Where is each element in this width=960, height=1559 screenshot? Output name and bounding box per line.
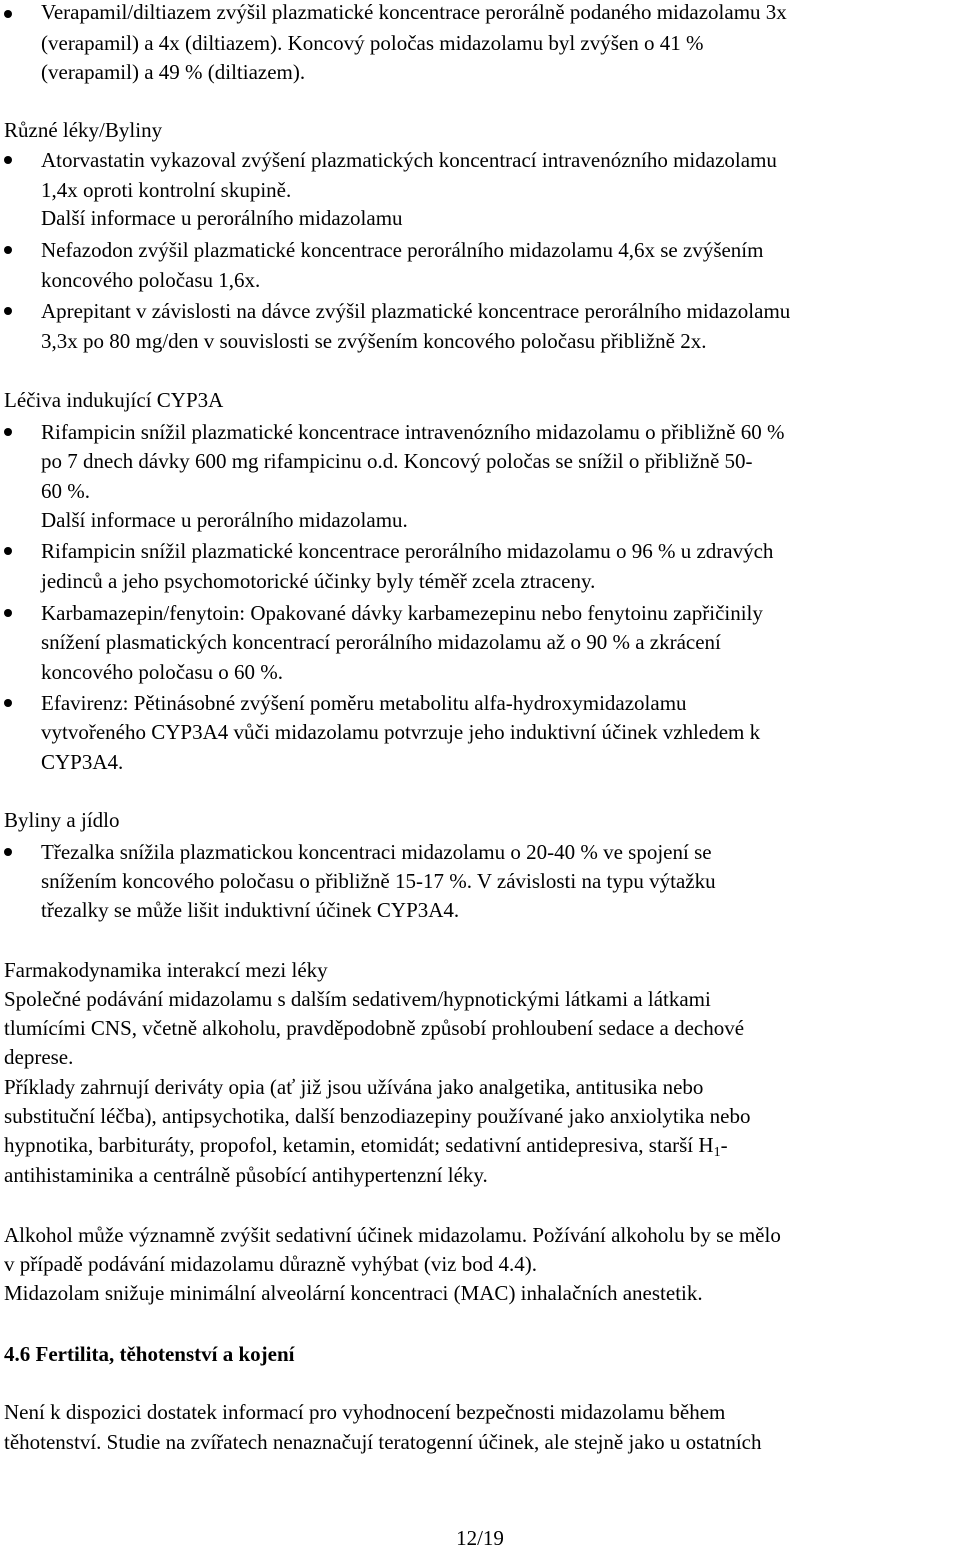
text-segment: hypnotika, barbituráty, propofol, ketamin, etomidát; sedativní antidepresiva, starší H xyxy=(4,1133,714,1157)
text-line: CYP3A4. xyxy=(41,750,124,774)
bullet-icon xyxy=(4,246,12,254)
text-line: tlumícími CNS, včetně alkoholu, pravděpodobně způsobí prohloubení sedace a dechové xyxy=(4,1016,745,1040)
text-line: v případě podávání midazolamu důrazně vyhýbat (viz bod 4.4). xyxy=(4,1252,537,1276)
section-heading: Léčiva indukující CYP3A xyxy=(4,388,224,412)
text-line: jedinců a jeho psychomotorické účinky byly téměř zcela ztraceny. xyxy=(41,569,596,593)
text-line: Společné podávání midazolamu s dalším sedativem/hypnotickými látkami a látkami xyxy=(4,987,711,1011)
text-line: Nefazodon zvýšil plazmatické koncentrace perorálního midazolamu 4,6x se zvýšením xyxy=(41,238,764,262)
text-line: antihistaminika a centrálně působící antihypertenzní léky. xyxy=(4,1163,488,1187)
text-line: vytvořeného CYP3A4 vůči midazolamu potvrzuje jeho induktivní účinek vzhledem k xyxy=(41,720,761,744)
text-line: Efavirenz: Pětinásobné zvýšení poměru metabolitu alfa-hydroxymidazolamu xyxy=(41,691,687,715)
page-number: 12/19 xyxy=(456,1526,504,1550)
bullet-icon xyxy=(4,10,12,18)
text-line: (verapamil) a 49 % (diltiazem). xyxy=(41,60,306,84)
text-line: Příklady zahrnují deriváty opia (ať již jsou užívána jako analgetika, antitusika nebo xyxy=(4,1075,704,1099)
text-line: snížením koncového poločasu o přibližně 15-17 %. V závislosti na typu výtažku xyxy=(41,869,716,893)
text-line: Karbamazepin/fenytoin: Opakované dávky karbamezepinu nebo fenytoinu zapřičinily xyxy=(41,601,763,625)
text-line: Midazolam snižuje minimální alveolární koncentraci (MAC) inhalačních anestetik. xyxy=(4,1281,703,1305)
bullet-icon xyxy=(4,848,12,856)
text-line: 3,3x po 80 mg/den v souvislosti se zvýšením koncového poločasu přibližně 2x. xyxy=(41,329,707,353)
text-line xyxy=(4,1131,728,1159)
subscript: 1 xyxy=(713,1145,721,1160)
text-line: koncového poločasu 1,6x. xyxy=(41,268,261,292)
text-line: substituční léčba), antipsychotika, další benzodiazepiny používané jako anxiolytika nebo xyxy=(4,1104,751,1128)
text-line: Třezalka snížila plazmatickou koncentraci midazolamu o 20-40 % ve spojení se xyxy=(41,840,712,864)
text-line: deprese. xyxy=(4,1045,74,1069)
section-heading: Různé léky/Byliny xyxy=(4,118,163,142)
text-line: Rifampicin snížil plazmatické koncentrace perorálního midazolamu o 96 % u zdravých xyxy=(41,539,774,563)
bullet-icon xyxy=(4,699,12,707)
text-segment: - xyxy=(720,1133,728,1157)
text-line: 60 %. xyxy=(41,479,90,503)
section-heading: Byliny a jídlo xyxy=(4,808,120,832)
text-line: Atorvastatin vykazoval zvýšení plazmatických koncentrací intravenózního midazolamu xyxy=(41,148,777,172)
text-line: Verapamil/diltiazem zvýšil plazmatické koncentrace perorálně podaného midazolamu 3x xyxy=(41,0,787,24)
text-line: Další informace u perorálního midazolamu xyxy=(41,206,403,230)
text-line: Rifampicin snížil plazmatické koncentrace intravenózního midazolamu o přibližně 60 % xyxy=(41,420,785,444)
section-heading-4-6: 4.6 Fertilita, těhotenství a kojení xyxy=(4,1342,295,1366)
text-line: snížení plasmatických koncentrací perorálního midazolamu až o 90 % a zkrácení xyxy=(41,630,721,654)
bullet-icon xyxy=(4,547,12,555)
text-line: těhotenství. Studie na zvířatech nenaznačují teratogenní účinek, ale stejně jako u ostatních xyxy=(4,1430,762,1454)
text-line: Aprepitant v závislosti na dávce zvýšil plazmatické koncentrace perorálního midazolamu xyxy=(41,299,791,323)
section-heading: Farmakodynamika interakcí mezi léky xyxy=(4,958,328,982)
bullet-icon xyxy=(4,307,12,315)
bullet-icon xyxy=(4,156,12,164)
bullet-icon xyxy=(4,609,12,617)
text-line: koncového poločasu o 60 %. xyxy=(41,660,284,684)
text-line: Alkohol může významně zvýšit sedativní účinek midazolamu. Požívání alkoholu by se mělo xyxy=(4,1223,781,1247)
text-line: třezalky se může lišit induktivní účinek CYP3A4. xyxy=(41,898,460,922)
text-line: Není k dispozici dostatek informací pro vyhodnocení bezpečnosti midazolamu během xyxy=(4,1400,726,1424)
text-line: 1,4x oproti kontrolní skupině. xyxy=(41,178,292,202)
text-line: po 7 dnech dávky 600 mg rifampicinu o.d. Koncový poločas se snížil o přibližně 50- xyxy=(41,449,753,473)
text-line: (verapamil) a 4x (diltiazem). Koncový poločas midazolamu byl zvýšen o 41 % xyxy=(41,31,704,55)
text-line: Další informace u perorálního midazolamu. xyxy=(41,508,408,532)
bullet-icon xyxy=(4,428,12,436)
